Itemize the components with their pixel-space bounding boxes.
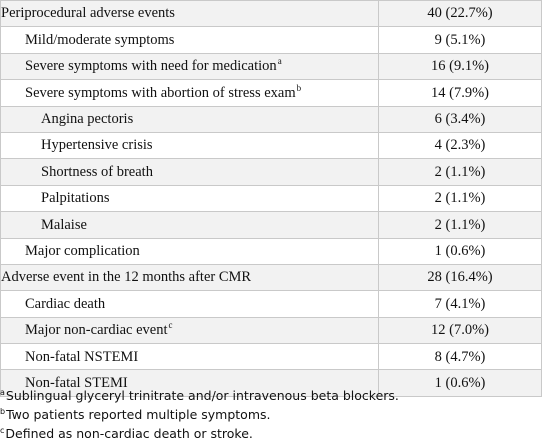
row-value: 2 (1.1%) [379, 212, 542, 238]
row-label-cell [1, 212, 379, 238]
row-label: Severe symptoms with abortion of stress exam [25, 84, 296, 101]
row-label: Angina pectoris [41, 111, 134, 127]
row-label: Malaise [41, 216, 87, 233]
row-label: Severe symptoms with need for medication [25, 58, 277, 75]
row-value: 1 (0.6%) [379, 238, 542, 264]
row-label: Major complication [25, 242, 140, 259]
row-label: Non-fatal NSTEMI [25, 348, 139, 365]
row-value: 40 (22.7%) [379, 1, 542, 27]
footnote-text: Two patients reported multiple symptoms. [6, 407, 271, 422]
row-label: Hypertensive crisis [41, 137, 153, 154]
row-label: Non-fatal STEMI [25, 374, 128, 391]
row-value: 12 (7.0%) [379, 317, 542, 343]
row-value: 9 (5.1%) [379, 27, 542, 53]
footnote-marker: b [296, 82, 302, 93]
table-row [1, 238, 542, 264]
table-row [1, 212, 542, 238]
footnote-marker: a [0, 388, 5, 397]
row-label-cell [1, 238, 379, 264]
row-label: Major non-cardiac event [25, 322, 168, 339]
footnote [0, 386, 542, 405]
table-row [1, 80, 542, 106]
row-value: 14 (7.9%) [379, 80, 542, 106]
table-row [1, 291, 542, 317]
table-row [1, 317, 542, 343]
footnote [0, 405, 542, 424]
row-label-cell [1, 1, 379, 27]
row-label: Adverse event in the 12 months after CMR [1, 269, 252, 286]
row-label-cell [1, 53, 379, 79]
row-label-cell [1, 264, 379, 290]
footnote-marker: a [277, 56, 282, 67]
table-row [1, 1, 542, 27]
row-value: 4 (2.3%) [379, 132, 542, 158]
row-value: 16 (9.1%) [379, 53, 542, 79]
row-value: 2 (1.1%) [379, 159, 542, 185]
table-body [1, 1, 542, 397]
row-value: 6 (3.4%) [379, 106, 542, 132]
row-label-cell [1, 185, 379, 211]
table-row [1, 264, 542, 290]
table-row [1, 53, 542, 79]
table-row [1, 27, 542, 53]
row-value: 7 (4.1%) [379, 291, 542, 317]
footnote-marker: c [0, 426, 5, 435]
row-label-cell [1, 27, 379, 53]
table-row [1, 344, 542, 370]
row-value: 28 (16.4%) [379, 264, 542, 290]
footnote [0, 424, 542, 443]
footnote-marker: c [168, 320, 173, 331]
row-label-cell [1, 317, 379, 343]
table-row [1, 106, 542, 132]
row-label-cell [1, 159, 379, 185]
footnote-text: Sublingual glyceryl trinitrate and/or intravenous beta blockers. [5, 388, 399, 403]
table-row [1, 132, 542, 158]
row-label-cell [1, 80, 379, 106]
row-label: Palpitations [41, 190, 110, 207]
row-label: Cardiac death [25, 295, 106, 312]
row-label: Periprocedural adverse events [1, 5, 175, 22]
table-row [1, 159, 542, 185]
footnotes [0, 386, 542, 443]
row-value: 8 (4.7%) [379, 344, 542, 370]
row-label-cell [1, 132, 379, 158]
row-label-cell [1, 344, 379, 370]
row-value: 1 (0.6%) [379, 370, 542, 396]
table-row [1, 185, 542, 211]
row-label-cell [1, 291, 379, 317]
footnote-text: Defined as non-cardiac death or stroke. [5, 426, 253, 441]
row-label: Mild/moderate symptoms [25, 31, 175, 48]
row-value: 2 (1.1%) [379, 185, 542, 211]
row-label-cell [1, 106, 379, 132]
footnote-marker: b [0, 407, 6, 416]
row-label: Shortness of breath [41, 163, 153, 180]
